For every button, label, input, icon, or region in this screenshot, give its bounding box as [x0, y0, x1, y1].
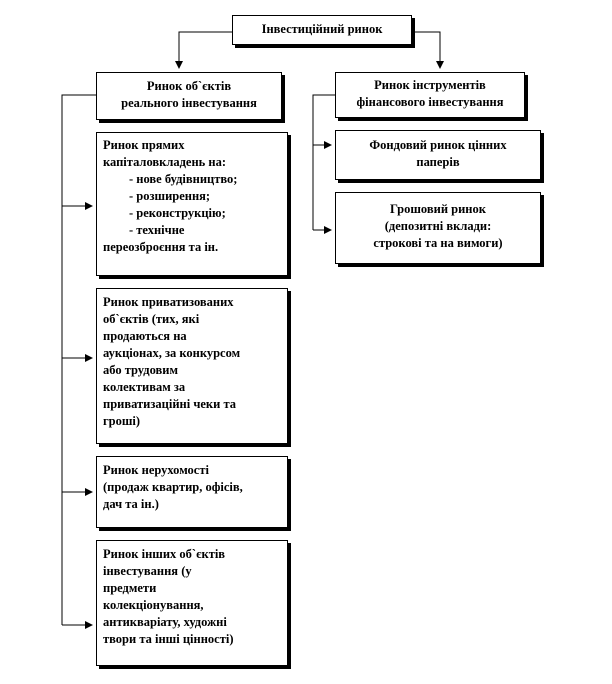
real-estate-market-box: [96, 456, 288, 528]
real-title-line-1: Ринок об`єктів: [146, 79, 232, 93]
connector-root-to-fin: [412, 32, 440, 68]
box1-item-2: - розширення;: [129, 189, 211, 203]
financial-investment-node: [335, 72, 525, 118]
box2-line-5: або трудовим: [103, 363, 178, 377]
privatized-objects-market-box: [96, 288, 288, 444]
box1-tail: переозброєння та ін.: [103, 240, 219, 254]
box3-line-3: дач та ін.): [103, 497, 159, 511]
box4-line-1: Ринок інших об`єктів: [103, 547, 226, 561]
real-investment-node: [96, 72, 282, 120]
box4-line-5: антикваріату, художні: [103, 615, 227, 629]
box2-line-2: об`єктів (тих, які: [103, 312, 200, 326]
box1-item-4: - технічне: [129, 223, 185, 237]
box2-line-6: колективам за: [103, 380, 186, 394]
connector-real-spine: [62, 95, 96, 625]
box2-line-8: гроші): [103, 414, 141, 428]
box4-line-6: твори та інші цінності): [103, 632, 234, 646]
box2-line-4: аукціонах, за конкурсом: [103, 346, 241, 360]
box1-item-1: - нове будівництво;: [129, 172, 238, 186]
box2-line-7: приватизаційні чеки та: [103, 397, 236, 411]
fin-box2-line-2: (депозитні вклади:: [384, 219, 492, 233]
fin-title-line-1: Ринок інструментів: [374, 78, 486, 92]
box2-line-1: Ринок приватизованих: [103, 295, 234, 309]
direct-investment-market-box: [96, 132, 288, 276]
money-market-box: [335, 192, 541, 264]
box1-line-2: капіталовкладень на:: [103, 155, 227, 169]
stock-market-box: [335, 130, 541, 180]
box4-line-3: предмети: [103, 581, 157, 595]
real-title-line-2: реального інвестування: [121, 96, 257, 110]
fin-box1-line-2: паперів: [416, 155, 460, 169]
root-title: Інвестиційний ринок: [261, 22, 383, 36]
box1-item-3: - реконструкцію;: [129, 206, 226, 220]
fin-box2-line-1: Грошовий ринок: [390, 202, 486, 216]
box3-line-2: (продаж квартир, офісів,: [103, 480, 243, 494]
root-node: [232, 15, 412, 45]
box2-line-3: продаються на: [103, 329, 187, 343]
box1-line-1: Ринок прямих: [103, 138, 185, 152]
fin-title-line-2: фінансового інвестування: [356, 95, 504, 109]
box4-line-2: інвестування (у: [103, 564, 192, 578]
connector-fin-spine: [313, 95, 335, 230]
fin-box2-line-3: строкові та на вимоги): [373, 236, 503, 250]
box4-line-4: колекціонування,: [103, 598, 204, 612]
box3-line-1: Ринок нерухомості: [103, 463, 209, 477]
other-objects-market-box: [96, 540, 288, 666]
connector-root-to-real: [179, 32, 232, 68]
fin-box1-line-1: Фондовий ринок цінних: [369, 138, 507, 152]
